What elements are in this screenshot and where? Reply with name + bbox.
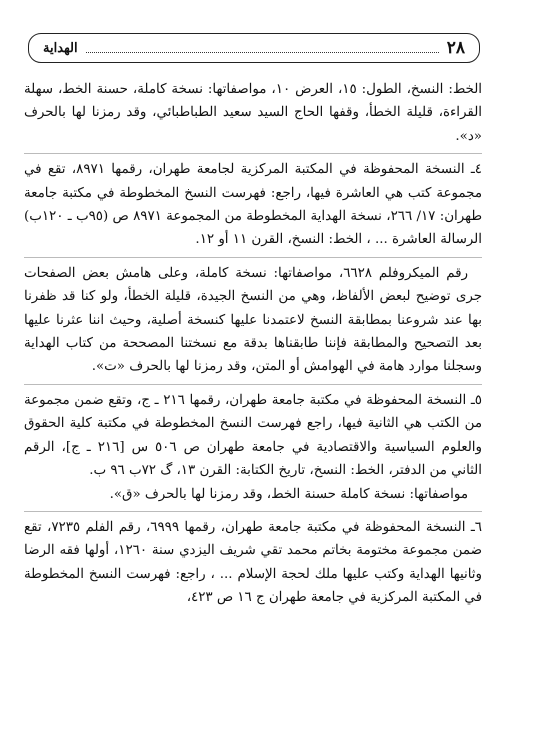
paragraph-divider (24, 511, 482, 512)
paragraph-2: ٤ـ النسخة المحفوظة في المكتبة المركزية لجامعة طهران، رقمها ٨٩٧١، تقع في مجموعة كتب هي العاشرة فيها، راجع: فهرست النسخ المخطوطة في مكتبة جامعة طهران: ١٧/ ٢٦٦، نسخة الهداية المخطوطة من المجموعة ٨٩٧١ ص (٩٥ب ـ ١٢٠ب) الرسالة العاشرة ... ، الخط: النسخ، القرن ١١ أو ١٢. (24, 162, 482, 248)
running-title: الهداية (43, 40, 78, 56)
header-dotted-rule (86, 52, 439, 53)
paragraph-divider (24, 257, 482, 258)
paragraph-6: ٦ـ النسخة المحفوظة في مكتبة جامعة طهران، رقمها ٦٩٩٩، رقم الفلم ٧٢٣٥، تقع ضمن مجموعة مختومة بخاتم محمد تقي شريف اليزدي سنة ١٢٦٠، أولها فقه الرضا وثانيها الهداية وكتب عليها ملك لحجة الإسلام ... ، راجع: فهرست النسخ المخطوطة في المكتبة المركزية في جامعة طهران ج ١٦ ص ٤٢٣، (24, 519, 482, 606)
paragraph-divider (24, 384, 482, 385)
body-text (24, 78, 482, 610)
paragraph-5: مواصفاتها: نسخة كاملة حسنة الخط، وقد رمزنا لها بالحرف «ق». (109, 486, 468, 502)
page-number: ٢٨ (446, 38, 465, 58)
page-header (28, 33, 480, 63)
paragraph-1: الخط: النسخ، الطول: ١٥، العرض ١٠، مواصفاتها: نسخة كاملة، حسنة الخط، سهلة القراءة، قليلة الخطأ، وقفها الحاج السيد سعيد الطباطبائي، وقد رمزنا لها بالحرف «د». (24, 82, 482, 144)
paragraph-3: رقم الميكروفلم ٦٦٢٨، مواصفاتها: نسخة كاملة، وعلى هامش بعض الصفحات جرى توضيح لبعض الألفاظ، وهي من النسخ الجيدة، قليلة الخطأ، ولو كنا قد ظفرنا بها عند شروعنا بمطابقة النسخ لاعتمدنا عليها كنسخة أصلية، وحيث اننا عثرنا عليها بعد التصحيح والمطابقة فإننا طابقناها بدقة مع نسختنا المصححة من كتاب الهداية وسجلنا موارد هامة في الهوامش أو المتن، وقد رمزنا لها بالحرف «ت». (24, 265, 482, 375)
paragraph-4: ٥ـ النسخة المحفوظة في مكتبة جامعة طهران، رقمها ٢١٦ ـ ج، وتقع ضمن مجموعة من الكتب هي الثانية فيها، راجع فهرست النسخ المخطوطة في مكتبة كلية الحقوق والعلوم السياسية والاقتصادية في جامعة طهران ص ٥٠٦ س [٢١٦ ـ ج]، الرقم الثاني من الدفتر، الخط: النسخ، تاريخ الكتابة: القرن ١٣، گ ٧٢ب ٩٦ ب. (24, 392, 482, 479)
paragraph-divider (24, 153, 482, 154)
